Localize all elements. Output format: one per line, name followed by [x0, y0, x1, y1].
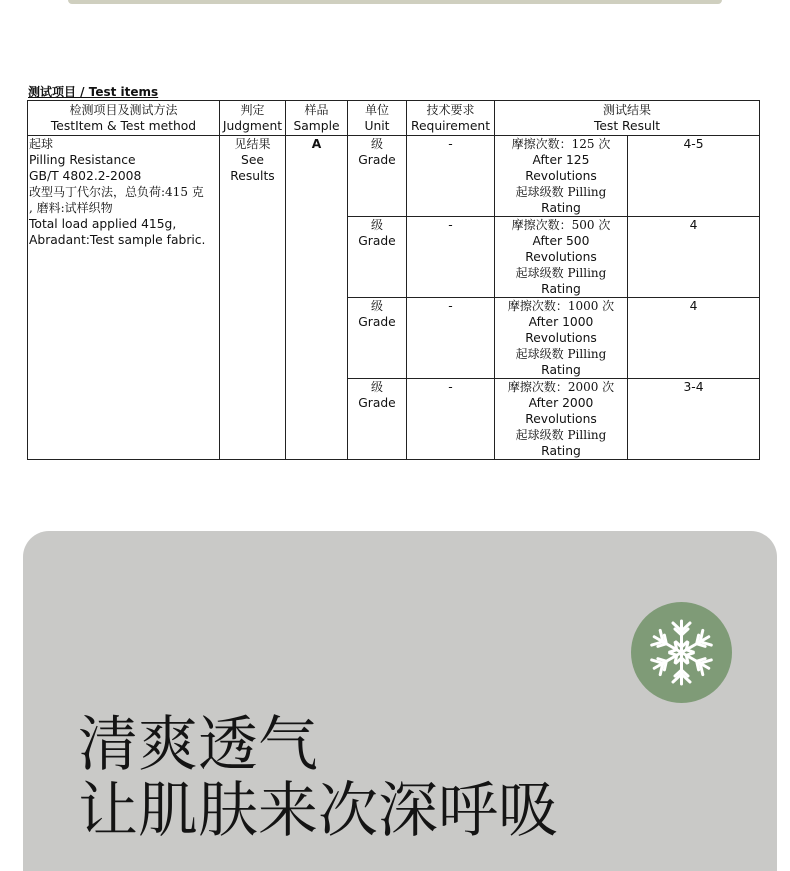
- table-row: [28, 136, 760, 217]
- snowflake-icon: [631, 602, 732, 703]
- table-header-row: [28, 101, 760, 136]
- header-test-result: 测试结果 Test Result: [495, 101, 760, 136]
- judgment-cell: 见结果 See Results: [220, 136, 286, 460]
- result-value-cell: 3-4: [628, 379, 760, 460]
- promo-headline: [78, 712, 558, 844]
- header-unit: 单位 Unit: [348, 101, 407, 136]
- top-decorative-bar: [68, 0, 722, 4]
- snowflake-badge: [631, 602, 732, 703]
- unit-cell: 级 Grade: [348, 379, 407, 460]
- header-requirement: 技术要求 Requirement: [407, 101, 495, 136]
- requirement-cell: -: [407, 379, 495, 460]
- result-value-cell: 4-5: [628, 136, 760, 217]
- header-test-item: 检测项目及测试方法 TestItem & Test method: [28, 101, 220, 136]
- result-value-cell: 4: [628, 217, 760, 298]
- requirement-cell: -: [407, 217, 495, 298]
- test-results-table: [27, 100, 760, 460]
- result-description-cell: 摩擦次数：500 次 After 500 Revolutions 起球级数 Pilling Rating: [495, 217, 628, 298]
- result-description-cell: 摩擦次数：1000 次 After 1000 Revolutions 起球级数 Pilling Rating: [495, 298, 628, 379]
- header-sample: 样品 Sample: [286, 101, 348, 136]
- section-title: 测试项目 / Test items: [28, 85, 159, 99]
- requirement-cell: -: [407, 136, 495, 217]
- unit-cell: 级 Grade: [348, 136, 407, 217]
- unit-cell: 级 Grade: [348, 298, 407, 379]
- promo-line-1: 清爽透气: [78, 710, 318, 780]
- result-description-cell: 摩擦次数：125 次 After 125 Revolutions 起球级数 Pilling Rating: [495, 136, 628, 217]
- header-judgment: 判定 Judgment: [220, 101, 286, 136]
- requirement-cell: -: [407, 298, 495, 379]
- unit-cell: 级 Grade: [348, 217, 407, 298]
- promo-line-2: 让肌肤来次深呼吸: [78, 776, 558, 846]
- result-description-cell: 摩擦次数：2000 次 After 2000 Revolutions 起球级数 Pilling Rating: [495, 379, 628, 460]
- result-value-cell: 4: [628, 298, 760, 379]
- sample-cell: A: [286, 136, 348, 460]
- test-item-cell: 起球 Pilling Resistance GB/T 4802.2-2008 改型马丁代尔法，总负荷:415 克 , 磨料:试样织物 Total load applied 415g, Abradant:Test sample fabric.: [28, 136, 220, 460]
